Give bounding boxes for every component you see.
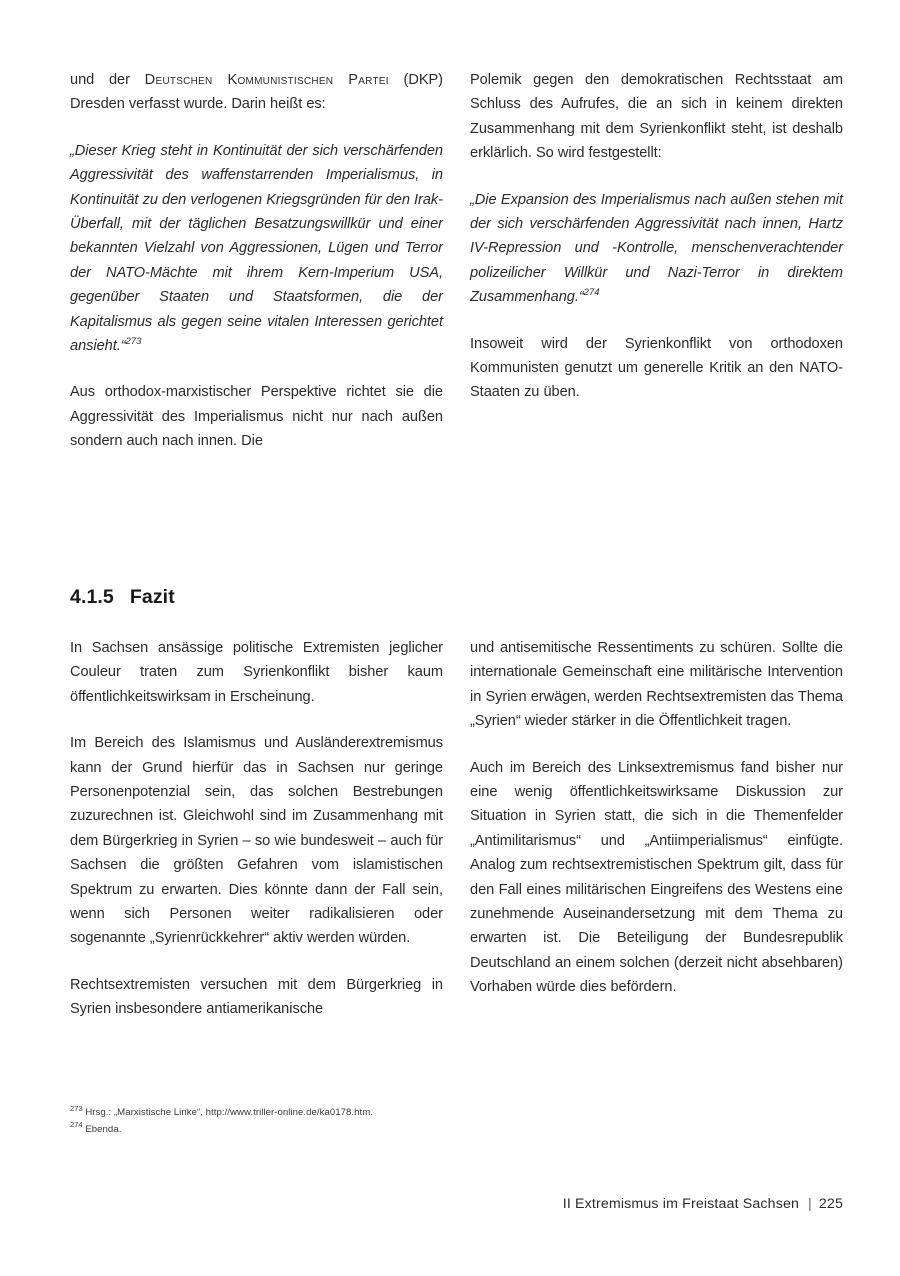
block-quote	[470, 188, 843, 310]
upper-right-column	[470, 68, 843, 405]
footnote-entry	[70, 1122, 570, 1139]
footnote-entry	[70, 1105, 570, 1122]
footnotes-block	[70, 1105, 570, 1138]
quote-text: „Dieser Krieg steht in Kontinuität der sich verschärfenden Aggressivität des waffenstarrenden Imperialismus, in Kontinuität zu den verlogenen Kriegsgründen für den Irak-Überfall, mit der täglichen Besatzungswillkür und einer bekannten Vielzahl von Aggressionen, Lügen und Terror der NATO-Mächte mit ihrem Kern-Imperium USA, gegenüber Staaten und Staatsformen, die der Kapitalismus als gegen seine vitalen Interessen gerichtet ansieht.“	[70, 142, 443, 355]
paragraph	[70, 68, 443, 117]
footnote-marker: 274	[70, 1120, 83, 1130]
small-caps-run: Deutschen Kommunistischen Partei	[144, 72, 389, 88]
footnote-reference: 273	[125, 336, 142, 348]
upper-left-column	[70, 68, 443, 454]
page-footer	[563, 1194, 843, 1214]
paragraph: Auch im Bereich des Linksextremismus fand bisher nur eine wenig öffentlichkeitswirksame Diskussion zur Situation in Syrien statt, die sich in die Themenfelder „Antimilitarismus“ und „Antiimperialismus“ einfügte. Analog zum rechtsextremistischen Spektrum gilt, dass für den Fall eines militärischen Eingreifens des Westens eine zunehmende Auseinandersetzung mit dem Thema zu erwarten ist. Die Beteiligung der Bundesrepublik Deutschland an einem solchen (derzeit nicht absehbaren) Vorhaben würde dies befördern.	[470, 759, 843, 996]
paragraph-run: und der	[70, 72, 145, 88]
paragraph: Insoweit wird der Syrienkonflikt von orthodoxen Kommunisten genutzt um generelle Kritik an den NATO-Staaten zu üben.	[470, 335, 843, 401]
footer-chapter-title: II Extremismus im Freistaat Sachsen	[562, 1196, 800, 1212]
paragraph: Aus orthodox-marxistischer Perspektive richtet sie die Aggressivität des Imperialismus nicht nur nach außen sondern auch nach innen. Die	[70, 384, 443, 450]
paragraph-run: (DKP) Dresden verfasst wurde. Darin heißt es:	[70, 72, 443, 113]
block-quote	[70, 139, 443, 359]
quote-text: „Die Expansion des Imperialismus nach außen stehen mit der sich verschärfenden Aggressivität nach innen, Hartz IV-Repression und -Kontrolle, menschenverachtender polizeilicher Willkür und Nazi-Terror in direktem Zusammenhang.“	[470, 191, 843, 306]
section-title: Fazit	[129, 586, 175, 609]
lower-right-column	[470, 636, 843, 1000]
paragraph: Im Bereich des Islamismus und Ausländerextremismus kann der Grund hierfür das in Sachsen nur geringe Personenpotenzial sein, das solchen Bestrebungen zuzurechnen ist. Gleichwohl sind im Zusammenhang mit dem Bürgerkrieg in Syrien – so wie bundesweit – auch für Sachsen die größten Gefahren vom islamistischen Spektrum zu erwarten. Dies könnte dann der Fall sein, wenn sich Personen weiter radikalisieren oder sogenannte „Syrienrückkehrer“ aktiv werden würden.	[70, 735, 443, 947]
upper-columns-block	[70, 68, 843, 498]
section-number: 4.1.5	[70, 586, 114, 609]
section-heading	[70, 584, 175, 610]
paragraph: und antisemitische Ressentiments zu schüren. Sollte die internationale Gemeinschaft eine militärische Intervention in Syrien erwägen, werden Rechtsextremisten das Thema „Syrien“ wieder stärker in die Öffentlichkeit tragen.	[470, 640, 843, 730]
lower-left-column	[70, 636, 443, 1022]
paragraph: Polemik gegen den demokratischen Rechtsstaat am Schluss des Aufrufes, die an sich in keinem direkten Zusammenhang mit dem Syrienkonflikt steht, ist deshalb erklärlich. So wird festgestellt:	[470, 72, 843, 162]
footnote-text: Ebenda.	[85, 1123, 122, 1135]
paragraph: In Sachsen ansässige politische Extremisten jeglicher Couleur traten zum Syrienkonflikt bisher kaum öffentlichkeitswirksam in Erscheinung.	[70, 640, 443, 705]
footer-separator: |	[808, 1196, 812, 1212]
footnote-reference: 274	[583, 287, 600, 299]
footnote-text: Hrsg.: „Marxistische Linke“, http://www.triller-online.de/ka0178.htm.	[85, 1107, 373, 1118]
paragraph: Rechtsextremisten versuchen mit dem Bürgerkrieg in Syrien insbesondere antiamerikanische	[70, 976, 443, 1018]
footer-page-number: 225	[818, 1196, 843, 1212]
lower-columns-block	[70, 636, 843, 1076]
footnote-marker: 273	[70, 1103, 83, 1113]
